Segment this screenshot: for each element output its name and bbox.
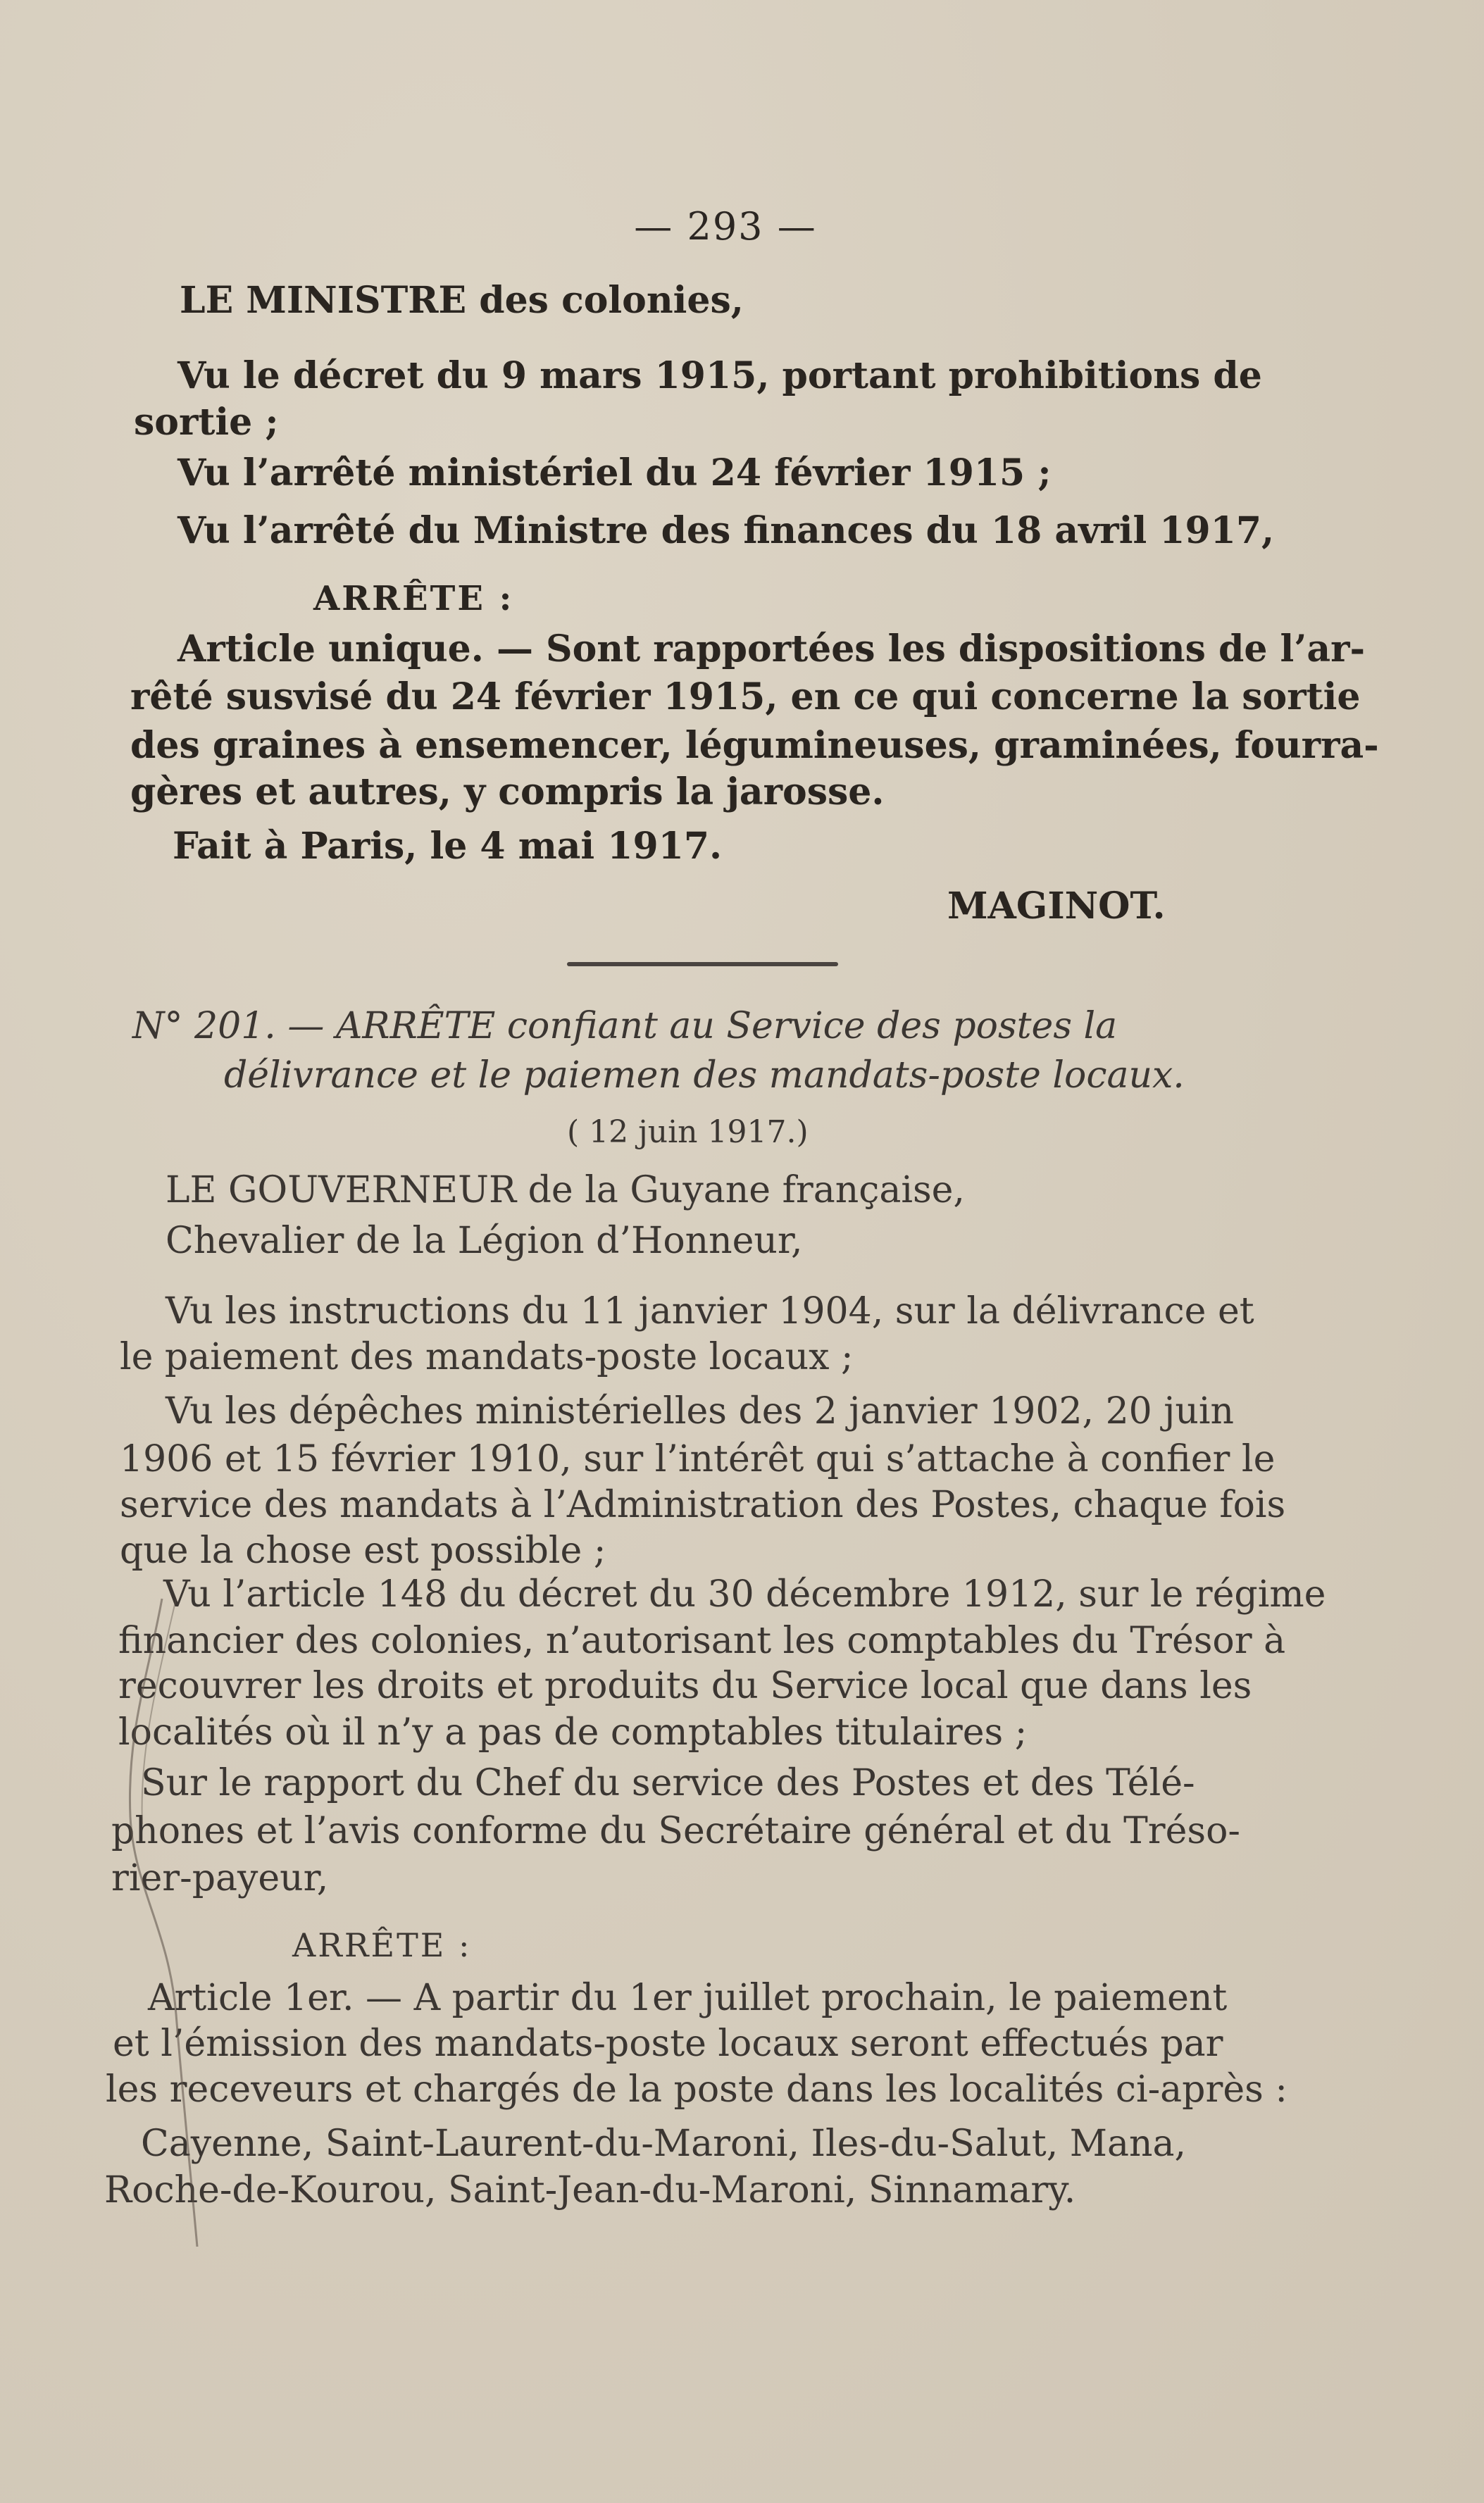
decree2-line: recouvrer les droits et produits du Service local que dans les	[118, 1665, 1252, 1707]
decree2-line: Vu les instructions du 11 janvier 1904, sur la délivrance et	[166, 1290, 1254, 1332]
decree1-line: Vu l’arrêté ministériel du 24 février 1915 ;	[177, 451, 1052, 494]
decree2-date: ( 12 juin 1917.)	[567, 1114, 809, 1150]
decree2-line: Cayenne, Saint-Laurent-du-Maroni, Iles-du-Salut, Mana,	[141, 2123, 1187, 2165]
decree2-line: Article 1er. — A partir du 1er juillet prochain, le paiement	[148, 1977, 1228, 2019]
decree2-line: 1906 et 15 février 1910, sur l’intérêt qui s’attache à confier le	[120, 1438, 1276, 1480]
decree2-line: localités où il n’y a pas de comptables titulaires ;	[118, 1711, 1028, 1754]
decree1-line: des graines à ensemencer, légumineuses, graminées, fourra-	[130, 724, 1379, 767]
decree1-line: Vu le décret du 9 mars 1915, portant prohibitions de	[177, 354, 1262, 397]
decree2-line: les receveurs et chargés de la poste dans les localités ci-après :	[106, 2068, 1287, 2111]
decree2-line: le paiement des mandats-poste locaux ;	[120, 1336, 854, 1378]
decree1-signature-date: Fait à Paris, le 4 mai 1917.	[173, 825, 723, 868]
decree2-line: que la chose est possible ;	[120, 1530, 606, 1572]
decree1-line: Vu l’arrêté du Ministre des finances du 18 avril 1917,	[177, 509, 1275, 552]
decree2-line: Vu les dépêches ministérielles des 2 janvier 1902, 20 juin	[166, 1390, 1235, 1432]
decree2-line: et l’émission des mandats-poste locaux seront effectués par	[113, 2023, 1223, 2065]
arrete-heading: ARRÊTE :	[313, 579, 514, 618]
decree2-title: délivrance et le paiemen des mandats-poste locaux.	[224, 1054, 1185, 1097]
decree2-line: Vu l’article 148 du décret du 30 décembre 1912, sur le régime	[163, 1573, 1326, 1616]
signature-name: MAGINOT.	[947, 885, 1166, 928]
decree2-line: financier des colonies, n’autorisant les comptables du Trésor à	[118, 1620, 1286, 1662]
decree2-line: phones et l’avis conforme du Secrétaire général et du Tréso-	[111, 1810, 1240, 1852]
governor-heading: LE GOUVERNEUR de la Guyane française,	[166, 1169, 965, 1211]
arrete-heading: ARRÊTE :	[292, 1926, 472, 1964]
decree1-line: rêté susvisé du 24 février 1915, en ce qui concerne la sortie	[130, 675, 1361, 718]
decree1-line: sortie ;	[134, 401, 279, 444]
decree1-line: Article unique. — Sont rapportées les dispositions de l’ar-	[177, 628, 1366, 670]
section-divider	[567, 962, 838, 966]
decree2-title: N° 201. — ARRÊTE confiant au Service des postes la	[132, 1005, 1118, 1047]
decree2-line: Roche-de-Kourou, Saint-Jean-du-Maroni, Sinnamary.	[104, 2169, 1076, 2211]
minister-heading: LE MINISTRE des colonies,	[180, 279, 744, 322]
decree2-line: Chevalier de la Légion d’Honneur,	[166, 1220, 803, 1262]
decree2-line: service des mandats à l’Administration des Postes, chaque fois	[120, 1484, 1286, 1526]
margin-ink-mark	[99, 1592, 254, 2254]
page-number: — 293 —	[634, 204, 817, 249]
decree2-line: rier-payeur,	[111, 1857, 329, 1899]
decree1-line: gères et autres, y compris la jarosse.	[130, 770, 885, 813]
decree2-line: Sur le rapport du Chef du service des Postes et des Télé-	[141, 1762, 1195, 1804]
